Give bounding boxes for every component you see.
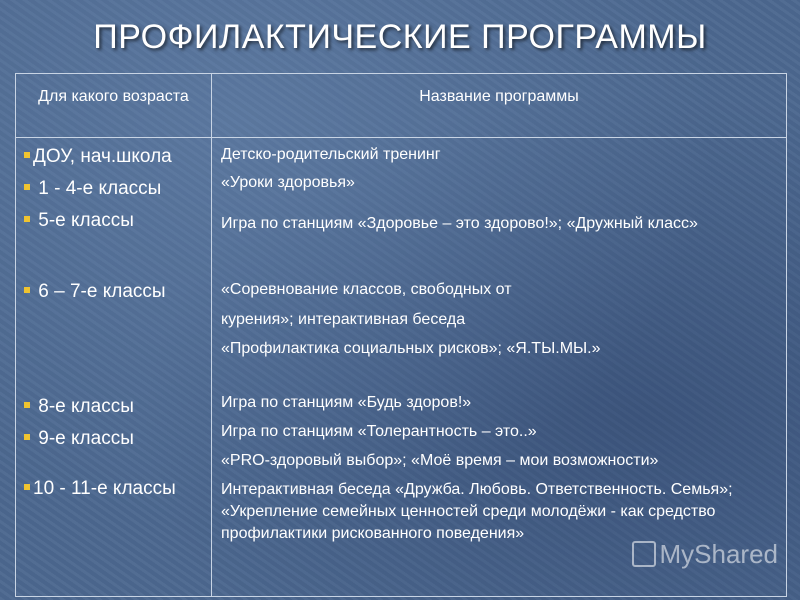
programs-table bbox=[15, 73, 787, 597]
program-line: Игра по станциям «Толерантность – это..» bbox=[221, 423, 537, 440]
age-item: ДОУ, нач.школа bbox=[24, 146, 172, 168]
age-item: 1 - 4-е классы bbox=[24, 178, 161, 200]
bullet-icon bbox=[24, 287, 30, 293]
program-line: курения»; интерактивная беседа bbox=[221, 311, 466, 328]
slide-title: ПРОФИЛАКТИЧЕСКИЕ ПРОГРАММЫ bbox=[93, 18, 707, 56]
age-item: 6 – 7-е классы bbox=[24, 281, 166, 303]
bullet-icon bbox=[24, 152, 30, 158]
bullet-icon bbox=[24, 484, 30, 490]
header-age: Для какого возраста bbox=[38, 88, 189, 105]
bullet-icon bbox=[24, 216, 30, 222]
watermark: MyShared bbox=[632, 539, 779, 570]
program-line: Интерактивная беседа «Дружба. Любовь. Ответственность. Семья»; «Укрепление семейных ценностей среди молодёжи - как средство профилактики рискованного поведения» bbox=[221, 481, 733, 542]
program-line: «Соревнование классов, свободных от bbox=[221, 281, 512, 298]
header-program-name: Название программы bbox=[419, 88, 579, 105]
program-line: Игра по станциям «Здоровье – это здорово!»; «Дружный класс» bbox=[221, 215, 698, 232]
program-line: «Профилактика социальных рисков»; «Я.ТЫ.МЫ.» bbox=[221, 340, 601, 357]
program-line: «Уроки здоровья» bbox=[221, 174, 355, 191]
program-line: Детско-родительский тренинг bbox=[221, 146, 441, 163]
program-line: Игра по станциям «Будь здоров!» bbox=[221, 394, 472, 411]
age-item: 10 - 11-е классы bbox=[24, 478, 176, 500]
age-item: 9-е классы bbox=[24, 428, 134, 450]
presentation-icon bbox=[632, 541, 656, 567]
bullet-icon bbox=[24, 184, 30, 190]
program-line: «PRO-здоровый выбор»; «Моё время – мои возможности» bbox=[221, 452, 659, 469]
age-item: 5-е классы bbox=[24, 210, 134, 232]
age-item: 8-е классы bbox=[24, 396, 134, 418]
bullet-icon bbox=[24, 402, 30, 408]
column-divider bbox=[211, 74, 212, 596]
bullet-icon bbox=[24, 434, 30, 440]
header-divider bbox=[16, 137, 786, 138]
